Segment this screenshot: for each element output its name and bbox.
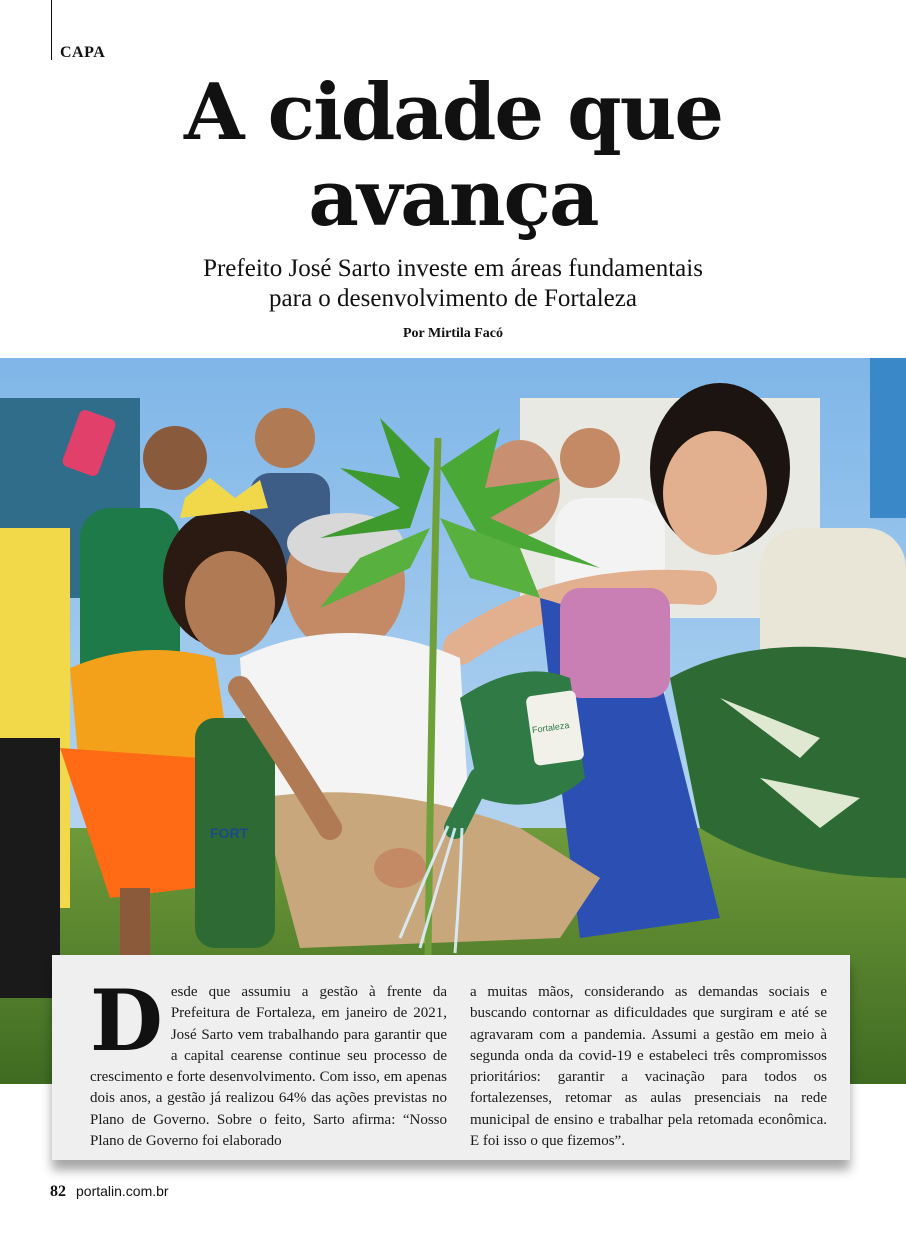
headline-line-1: A cidade que [183, 67, 723, 158]
article-column-1 [90, 971, 447, 1152]
article-box [52, 955, 850, 1160]
headline-line-2: avança [308, 153, 598, 244]
subtitle-line-2: para o desenvolvimento de Fortaleza [269, 285, 637, 312]
article-column-1-text: esde que assumiu a gestão à frente da Prefeitura de Fortaleza, em janeiro de 2021, José Sarto vem trabalhando para garantir que a capital cearense continue seu processo de crescimento e forte desenvolvimento. Com isso, em apenas dois anos, a gestão já realizou 64% das ações previstas no Plano de Governo. Sobre o feito, Sarto afirma: “Nosso Plano de Governo foi elaborado [90, 984, 447, 1150]
bag-text: FORT [210, 825, 249, 841]
byline: Por Mirtila Facó [402, 326, 504, 341]
article-column-2: a muitas mãos, considerando as demandas sociais e buscando contornar as dificuldades que surgiram e até se agravaram com a pandemia. Assumi a gestão em meio à segunda onda da covid-19 e estabeleci três compromissos prioritários: garantir a vacinação para todos os fortalezenses, retomar as aulas presenciais na rede municipal de ensino e trabalhar pela retomada econômica. E foi isso o que fizemos”. [470, 984, 827, 1150]
page-number: 82 [50, 1183, 66, 1200]
site-url: portalin.com.br [76, 1183, 169, 1199]
section-rule [51, 0, 52, 60]
can-label: Fortaleza [531, 720, 570, 736]
page-footer [50, 1183, 169, 1201]
drop-cap: D [90, 971, 163, 1070]
subtitle [0, 254, 906, 314]
headline [0, 67, 906, 244]
subtitle-line-1: Prefeito José Sarto investe em áreas fundamentais [203, 255, 703, 282]
section-label: CAPA [60, 44, 106, 61]
